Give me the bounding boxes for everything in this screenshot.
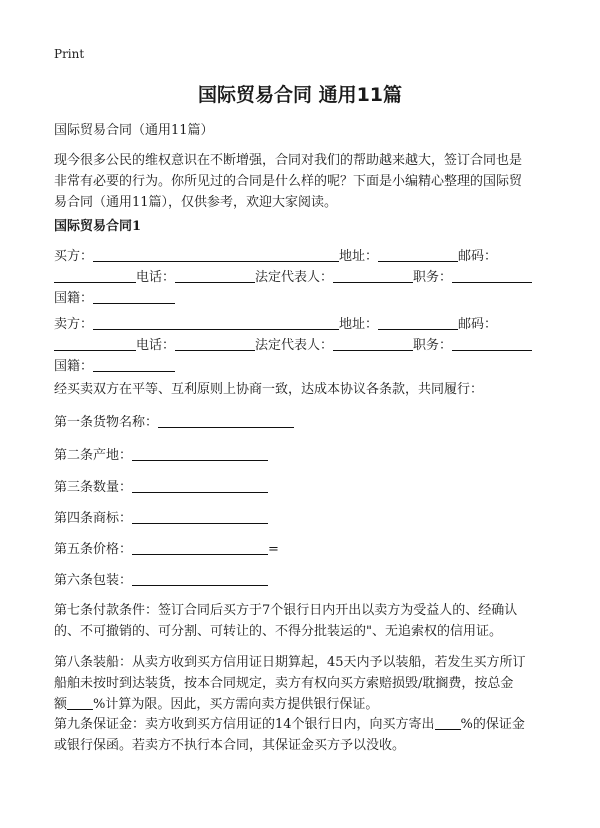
seller-nationality-blank[interactable] (93, 357, 175, 372)
article-7 (54, 600, 552, 642)
buyer-position-blank[interactable] (452, 268, 532, 283)
buyer-address-blank[interactable] (378, 247, 458, 262)
seller-position-blank[interactable] (452, 336, 532, 351)
article-3 (54, 477, 552, 498)
seller-phone-label: 电话： (136, 338, 176, 353)
article-9 (54, 714, 552, 756)
deposit-percent-blank[interactable] (435, 715, 461, 730)
article-8-amount-text: %计算为限。因此，买方需向卖方提供银行保证。 (93, 697, 379, 712)
buyer-phone-blank[interactable] (175, 268, 255, 283)
seller-legal-rep-blank[interactable] (333, 336, 413, 351)
article-4-label: 第四条商标： (54, 511, 133, 526)
seller-block (54, 314, 552, 377)
goods-name-blank[interactable] (158, 413, 294, 428)
seller-address-blank[interactable] (378, 315, 458, 330)
intro-line: 易合同（通用11篇），仅供参考，欢迎大家阅读。 (54, 195, 338, 210)
article-2 (54, 445, 552, 466)
seller-position-label: 职务： (413, 338, 453, 353)
article-1 (54, 412, 552, 433)
article-3-label: 第三条数量： (54, 480, 133, 495)
seller-label: 卖方： (54, 317, 94, 332)
packing-blank[interactable] (132, 571, 268, 586)
article-9-line (54, 714, 552, 735)
buyer-nationality-blank[interactable] (93, 289, 175, 304)
intro-line: 非常有必要的行为。你所见过的合同是什么样的呢？下面是小编精心整理的国际贸 (54, 174, 523, 189)
seller-name-blank[interactable] (93, 315, 339, 330)
intro-line: 现今很多公民的维权意识在不断增强，合同对我们的帮助越来越大，签订合同也是 (54, 153, 523, 168)
article-5-suffix: = (268, 542, 279, 557)
buyer-name-blank[interactable] (93, 247, 339, 262)
trademark-blank[interactable] (132, 509, 268, 524)
seller-legal-rep-label: 法定代表人： (255, 338, 334, 353)
intro-paragraph (54, 150, 552, 213)
document-title: 国际贸易合同 通用11篇 (197, 84, 403, 106)
article-7-line: 的、不可撤销的、可分割、可转让的、不得分批装运的"、无追索权的信用证。 (54, 624, 502, 639)
compensation-percent-blank[interactable] (67, 695, 93, 710)
seller-nationality-label: 国籍： (54, 359, 94, 374)
buyer-row-3 (54, 288, 552, 309)
buyer-row-2 (54, 267, 552, 288)
buyer-nationality-label: 国籍： (54, 291, 94, 306)
article-5-label: 第五条价格： (54, 542, 133, 557)
seller-phone-blank[interactable] (175, 336, 255, 351)
article-8 (54, 652, 552, 715)
buyer-label: 买方： (54, 249, 94, 264)
print-label[interactable]: Print (54, 47, 85, 61)
article-1-label: 第一条货物名称： (54, 415, 159, 430)
agreement-text: 经买卖双方在平等、互利原则上协商一致，达成本协议各条款，共同履行： (54, 382, 484, 397)
seller-row-3 (54, 356, 552, 377)
buyer-postcode-label: 邮码： (458, 249, 498, 264)
article-5 (54, 539, 552, 560)
article-2-label: 第二条产地： (54, 448, 133, 463)
buyer-position-label: 职务： (413, 270, 453, 285)
article-6 (54, 570, 552, 591)
article-9-line: 或银行保函。若卖方不执行本合同，其保证金买方予以没收。 (54, 738, 406, 753)
section-heading: 国际贸易合同1 (54, 219, 142, 234)
seller-address-label: 地址： (339, 317, 379, 332)
seller-postcode-label: 邮码： (458, 317, 498, 332)
article-9-text-end: %的保证金 (460, 717, 525, 732)
seller-row-2 (54, 335, 552, 356)
article-8-line: 第八条装船：从卖方收到买方信用证日期算起，45天内予以装船，若发生买方所订 (54, 655, 526, 670)
article-7-line: 第七条付款条件：签订合同后买方于7个银行日内开出以卖方为受益人的、经确认 (54, 603, 518, 618)
article-8-amount-label: 额 (54, 697, 68, 712)
seller-postcode-blank[interactable] (54, 336, 136, 351)
buyer-legal-rep-label: 法定代表人： (255, 270, 334, 285)
buyer-legal-rep-blank[interactable] (333, 268, 413, 283)
buyer-postcode-blank[interactable] (54, 268, 136, 283)
buyer-phone-label: 电话： (136, 270, 176, 285)
article-6-label: 第六条包装： (54, 573, 133, 588)
document-subtitle: 国际贸易合同（通用11篇） (54, 123, 214, 138)
price-blank[interactable] (132, 540, 268, 555)
buyer-block (54, 246, 552, 309)
quantity-blank[interactable] (132, 478, 268, 493)
article-8-line (54, 694, 552, 715)
buyer-row-1 (54, 246, 552, 267)
article-9-text: 第九条保证金：卖方收到买方信用证的14个银行日内，向买方寄出 (54, 717, 435, 732)
seller-row-1 (54, 314, 552, 335)
article-4 (54, 508, 552, 529)
origin-blank[interactable] (132, 446, 268, 461)
article-8-line: 船舶未按时到达装货，按本合同规定，卖方有权向买方索赔损毁/耽搁费，按总金 (54, 676, 514, 691)
buyer-address-label: 地址： (339, 249, 379, 264)
